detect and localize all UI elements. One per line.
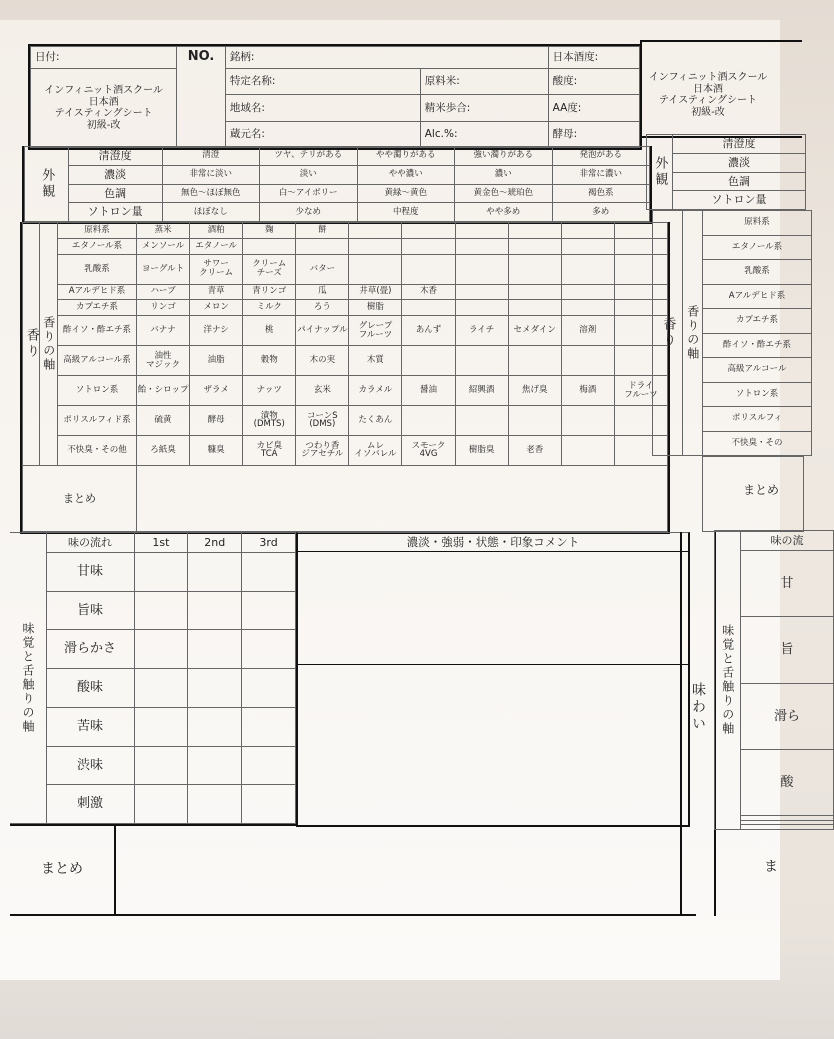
aroma-item[interactable]: 醤油 xyxy=(402,376,455,406)
aroma-item[interactable]: 梅酒 xyxy=(561,376,614,406)
appearance-option[interactable]: 白～アイボリー xyxy=(260,184,358,203)
taste-cell[interactable] xyxy=(242,746,296,785)
taste-row-label: 旨味 xyxy=(46,591,134,630)
taste-cell[interactable] xyxy=(188,669,242,708)
kuramoto-label: 蔵元名: xyxy=(229,127,265,140)
aroma-item[interactable] xyxy=(561,300,614,316)
aroma-item[interactable]: 溶剤 xyxy=(561,316,614,346)
aroma-item[interactable]: バター xyxy=(296,254,349,284)
no-label: NO. xyxy=(187,49,215,64)
aroma-row-label: 酢イソ・酢エチ系 xyxy=(58,316,137,346)
appearance-option[interactable]: 非常に濃い xyxy=(552,165,650,184)
aa-field[interactable] xyxy=(548,95,639,121)
aroma-item[interactable]: コーンS (DMS) xyxy=(296,406,349,436)
taste-cell[interactable] xyxy=(188,553,242,592)
aroma-item[interactable]: 餅 xyxy=(296,223,349,239)
aroma-item[interactable]: ろ紙臭 xyxy=(137,435,190,465)
right-aroma-row: エタノール系 xyxy=(703,235,812,260)
appearance-section-label: 外観 xyxy=(25,147,69,222)
appearance-option[interactable]: 黄金色～琥珀色 xyxy=(455,184,553,203)
aroma-item[interactable]: エタノール xyxy=(190,238,243,254)
right-flow-label: 味の流 xyxy=(741,531,834,551)
aroma-item[interactable]: 井草(畳) xyxy=(349,284,402,300)
taste-cell[interactable] xyxy=(188,785,242,824)
right-aroma-row: ソトロン系 xyxy=(703,382,812,407)
aroma-row-label: 不快臭・その他 xyxy=(58,435,137,465)
right-appearance-row: 色調 xyxy=(673,172,806,191)
aroma-item[interactable]: 老香 xyxy=(508,435,561,465)
taste-row-label: 滑らかさ xyxy=(46,630,134,669)
taste-row-label: 酸味 xyxy=(46,669,134,708)
header-block xyxy=(28,44,642,150)
aroma-item[interactable] xyxy=(243,238,296,254)
taste-summary-label: まとめ xyxy=(10,824,116,914)
aroma-item[interactable] xyxy=(349,223,402,239)
chiiki-field[interactable] xyxy=(225,95,420,121)
aroma-item[interactable] xyxy=(561,238,614,254)
taste-cell[interactable] xyxy=(134,746,188,785)
flow-label: 味の流れ xyxy=(46,533,134,553)
right-aroma-row: 酢イソ・酢エチ系 xyxy=(703,333,812,358)
taste-cell[interactable] xyxy=(242,591,296,630)
taste-cell[interactable] xyxy=(242,669,296,708)
taste-summary-field[interactable] xyxy=(116,824,696,914)
seimai-label: 精米歩合: xyxy=(424,101,471,114)
aroma-item[interactable] xyxy=(402,223,455,239)
aroma-item[interactable] xyxy=(561,284,614,300)
school-title: インフィニット酒スクール 日本酒 テイスティングシート 初級-改 xyxy=(31,69,177,148)
appearance-option[interactable]: やや濁りがある xyxy=(357,147,455,166)
aroma-item[interactable]: 樹脂 xyxy=(349,300,402,316)
aroma-row-label: ソトロン系 xyxy=(58,376,137,406)
aroma-item[interactable] xyxy=(455,300,508,316)
appearance-option[interactable]: 無色～ほぼ無色 xyxy=(162,184,260,203)
taste-cell[interactable] xyxy=(242,553,296,592)
brand-field[interactable] xyxy=(225,47,548,69)
comment-header: 濃淡・強弱・状態・印象コメント xyxy=(298,533,688,552)
right-appearance-label: 外観 xyxy=(647,135,673,210)
aroma-row-label: Aアルデヒド系 xyxy=(58,284,137,300)
aroma-item[interactable] xyxy=(508,406,561,436)
aroma-row-label: 高級アルコール系 xyxy=(58,346,137,376)
aroma-item[interactable]: 青リンゴ xyxy=(243,284,296,300)
aroma-item[interactable] xyxy=(561,346,614,376)
kobo-label: 酵母: xyxy=(552,127,578,140)
seimai-field[interactable] xyxy=(420,95,548,121)
chiiki-label: 地域名: xyxy=(229,101,265,114)
aroma-item[interactable] xyxy=(561,406,614,436)
aroma-item[interactable] xyxy=(508,223,561,239)
aroma-item[interactable]: 飴・シロップ xyxy=(137,376,190,406)
sando-label: 酸度: xyxy=(552,75,578,88)
nihonshudo-field[interactable] xyxy=(548,47,639,69)
aroma-item[interactable]: ハーブ xyxy=(137,284,190,300)
genryomai-label: 原料米: xyxy=(424,75,460,88)
aroma-item[interactable]: あんず xyxy=(402,316,455,346)
aroma-item[interactable]: 酵母 xyxy=(190,406,243,436)
aroma-item[interactable] xyxy=(508,254,561,284)
taste-cell[interactable] xyxy=(134,553,188,592)
taste-cell[interactable] xyxy=(134,785,188,824)
aroma-item[interactable] xyxy=(508,238,561,254)
aroma-summary-field[interactable] xyxy=(137,466,668,532)
aroma-item[interactable]: 木の実 xyxy=(296,346,349,376)
comment-area-bottom[interactable] xyxy=(298,665,688,823)
aroma-item[interactable] xyxy=(402,254,455,284)
aroma-item[interactable]: 穀物 xyxy=(243,346,296,376)
aroma-item[interactable]: 樹脂臭 xyxy=(455,435,508,465)
aroma-block xyxy=(20,222,670,534)
taste-cell[interactable] xyxy=(134,707,188,746)
aroma-item[interactable] xyxy=(455,254,508,284)
aroma-item[interactable]: ムレ イソバレル xyxy=(349,435,402,465)
aroma-item[interactable] xyxy=(455,284,508,300)
aroma-item[interactable] xyxy=(296,238,349,254)
taste-cell[interactable] xyxy=(242,785,296,824)
aroma-item[interactable] xyxy=(402,346,455,376)
aroma-item[interactable] xyxy=(349,254,402,284)
aroma-item[interactable]: 糠臭 xyxy=(190,435,243,465)
taste-cell[interactable] xyxy=(134,630,188,669)
aroma-item[interactable]: 焦げ臭 xyxy=(508,376,561,406)
sando-field[interactable] xyxy=(548,69,639,95)
aroma-item[interactable]: メロン xyxy=(190,300,243,316)
aroma-item[interactable]: バナナ xyxy=(137,316,190,346)
aroma-item[interactable] xyxy=(561,223,614,239)
aroma-row-label: ポリスルフィド系 xyxy=(58,406,137,436)
aroma-item[interactable] xyxy=(402,300,455,316)
aroma-row-label: カプエチ系 xyxy=(58,300,137,316)
right-appearance-row: 清澄度 xyxy=(673,135,806,154)
appearance-option[interactable]: ほぼなし xyxy=(162,203,260,222)
aroma-item[interactable] xyxy=(455,406,508,436)
aroma-item[interactable]: 桃 xyxy=(243,316,296,346)
taste-row-label: 刺激 xyxy=(46,785,134,824)
taste-row-label: 甘味 xyxy=(46,553,134,592)
aroma-item[interactable]: ミルク xyxy=(243,300,296,316)
aroma-item[interactable] xyxy=(508,346,561,376)
appearance-option[interactable]: やや多め xyxy=(455,203,553,222)
tokutei-label: 特定名称: xyxy=(229,75,276,88)
taste-cell[interactable] xyxy=(134,669,188,708)
appearance-option[interactable]: 発泡がある xyxy=(552,147,650,166)
aroma-item[interactable]: 木質 xyxy=(349,346,402,376)
aroma-row-label: 乳酸系 xyxy=(58,254,137,284)
aroma-item[interactable] xyxy=(455,223,508,239)
genryomai-field[interactable] xyxy=(420,69,548,95)
aroma-item[interactable] xyxy=(561,435,614,465)
taste-row-label: 渋味 xyxy=(46,746,134,785)
no-field[interactable] xyxy=(177,47,226,148)
aroma-item[interactable]: 洋ナシ xyxy=(190,316,243,346)
aroma-item[interactable] xyxy=(455,346,508,376)
col-3rd: 3rd xyxy=(242,533,296,553)
taste-axis-label: 味覚と舌触りの軸 xyxy=(10,533,46,824)
aroma-item[interactable]: セメダイン xyxy=(508,316,561,346)
appearance-option[interactable]: 濃い xyxy=(455,165,553,184)
appearance-option[interactable]: 非常に淡い xyxy=(162,165,260,184)
appearance-block xyxy=(22,146,652,224)
right-aroma-row: カプエチ系 xyxy=(703,309,812,334)
aroma-item[interactable]: パイナップル xyxy=(296,316,349,346)
right-aroma-row: 高級アルコール xyxy=(703,358,812,383)
aroma-axis-label: 香りの軸 xyxy=(40,223,58,466)
taste-cell[interactable] xyxy=(188,591,242,630)
appearance-row-label: 色調 xyxy=(68,184,162,203)
right-aroma-row: ポリスルフィ xyxy=(703,407,812,432)
appearance-option[interactable]: 少なめ xyxy=(260,203,358,222)
aroma-item[interactable] xyxy=(508,300,561,316)
aa-label: AA度: xyxy=(552,101,582,114)
aroma-item[interactable]: 油性 マジック xyxy=(137,346,190,376)
appearance-option[interactable]: やや濃い xyxy=(357,165,455,184)
aroma-item[interactable]: カビ臭 TCA xyxy=(243,435,296,465)
right-taste-summary: ま xyxy=(764,859,778,875)
aroma-item[interactable]: 油脂 xyxy=(190,346,243,376)
appearance-option[interactable]: 清澄 xyxy=(162,147,260,166)
taste-cell[interactable] xyxy=(188,630,242,669)
aroma-item[interactable] xyxy=(455,238,508,254)
col-1st: 1st xyxy=(134,533,188,553)
right-taste-row: 甘 xyxy=(741,551,834,617)
aroma-row-label: エタノール系 xyxy=(58,238,137,254)
alc-field[interactable] xyxy=(420,121,548,147)
appearance-option[interactable]: 強い濁りがある xyxy=(455,147,553,166)
aroma-item[interactable]: 硫黄 xyxy=(137,406,190,436)
aroma-item[interactable]: 紹興酒 xyxy=(455,376,508,406)
taste-cell[interactable] xyxy=(242,707,296,746)
appearance-option[interactable]: 淡い xyxy=(260,165,358,184)
aroma-item[interactable] xyxy=(508,284,561,300)
aroma-item[interactable]: ろう xyxy=(296,300,349,316)
aroma-item[interactable] xyxy=(402,406,455,436)
aroma-item[interactable]: グレープ フルーツ xyxy=(349,316,402,346)
right-aroma-row: 乳酸系 xyxy=(703,260,812,285)
taste-cell[interactable] xyxy=(188,746,242,785)
right-aroma-row: Aアルデヒド系 xyxy=(703,284,812,309)
aroma-item[interactable] xyxy=(402,238,455,254)
ajiwai-label: 味わい xyxy=(690,682,706,733)
taste-cell[interactable] xyxy=(188,707,242,746)
nihonshudo-label: 日本酒度: xyxy=(552,51,599,64)
kobo-field[interactable] xyxy=(548,121,639,147)
aroma-item[interactable]: たくあん xyxy=(349,406,402,436)
aroma-item[interactable]: ナッツ xyxy=(243,376,296,406)
right-taste-axis: 味覚と舌触りの軸 xyxy=(715,531,741,830)
aroma-section-label: 香り xyxy=(23,223,40,466)
aroma-item[interactable]: カラメル xyxy=(349,376,402,406)
aroma-item[interactable]: ヨーグルト xyxy=(137,254,190,284)
appearance-row-label: ソトロン量 xyxy=(68,203,162,222)
right-appearance-row: 濃淡 xyxy=(673,153,806,172)
appearance-row-label: 濃淡 xyxy=(68,165,162,184)
aroma-item[interactable]: クリーム チーズ xyxy=(243,254,296,284)
right-aroma-row: 原料系 xyxy=(703,211,812,236)
right-aroma-row: 不快臭・その xyxy=(703,431,812,456)
appearance-row-label: 清澄度 xyxy=(68,147,162,166)
brand-label: 銘柄: xyxy=(229,51,255,64)
aroma-item[interactable]: リンゴ xyxy=(137,300,190,316)
taste-row-label: 苦味 xyxy=(46,707,134,746)
aroma-item[interactable]: ライチ xyxy=(455,316,508,346)
right-taste-row xyxy=(741,825,834,830)
aroma-item[interactable]: 青草 xyxy=(190,284,243,300)
aroma-item[interactable] xyxy=(349,238,402,254)
aroma-item[interactable]: メンソール xyxy=(137,238,190,254)
taste-block xyxy=(10,532,694,918)
appearance-option[interactable]: 多め xyxy=(552,203,650,222)
taste-cell[interactable] xyxy=(242,630,296,669)
taste-cell[interactable] xyxy=(134,591,188,630)
right-partial-sheet xyxy=(640,40,804,918)
date-field[interactable] xyxy=(31,47,177,69)
date-label: 日付: xyxy=(35,51,60,64)
aroma-summary-label: まとめ xyxy=(23,466,137,532)
right-taste-row: 酸 xyxy=(741,749,834,815)
col-2nd: 2nd xyxy=(188,533,242,553)
aroma-item[interactable]: 玄米 xyxy=(296,376,349,406)
appearance-option[interactable]: 褐色系 xyxy=(552,184,650,203)
right-taste-row: 旨 xyxy=(741,617,834,683)
aroma-item[interactable]: 酒粕 xyxy=(190,223,243,239)
aroma-item[interactable]: ドライ フルーツ xyxy=(614,376,667,406)
aroma-item[interactable]: 漬物 (DMTS) xyxy=(243,406,296,436)
right-aroma-label: 香り xyxy=(653,211,683,456)
aroma-item[interactable]: 麹 xyxy=(243,223,296,239)
appearance-option[interactable]: 黄緑～黄色 xyxy=(357,184,455,203)
aroma-row-label: 原料系 xyxy=(58,223,137,239)
right-aroma-axis: 香りの軸 xyxy=(683,211,703,456)
right-school-title: インフィニット酒スクール 日本酒 テイスティングシート 初級-改 xyxy=(648,72,768,118)
aroma-item[interactable]: 木香 xyxy=(402,284,455,300)
appearance-option[interactable]: ツヤ、テリがある xyxy=(260,147,358,166)
aroma-item[interactable]: つわり香 ジアセチル xyxy=(296,435,349,465)
right-taste-row: 滑ら xyxy=(741,683,834,749)
right-appearance-row: ソトロン量 xyxy=(673,191,806,210)
aroma-item[interactable]: サワー クリーム xyxy=(190,254,243,284)
alc-label: Alc.%: xyxy=(424,127,458,140)
aroma-item[interactable]: 蒸米 xyxy=(137,223,190,239)
right-aroma-summary: まとめ xyxy=(743,483,780,497)
aroma-item[interactable]: ザラメ xyxy=(190,376,243,406)
aroma-item[interactable] xyxy=(561,254,614,284)
appearance-option[interactable]: 中程度 xyxy=(357,203,455,222)
aroma-item[interactable]: スモーク 4VG xyxy=(402,435,455,465)
kuramoto-field[interactable] xyxy=(225,121,420,147)
tokutei-field[interactable] xyxy=(225,69,420,95)
comment-area-top[interactable] xyxy=(298,552,688,665)
aroma-item[interactable]: 瓜 xyxy=(296,284,349,300)
